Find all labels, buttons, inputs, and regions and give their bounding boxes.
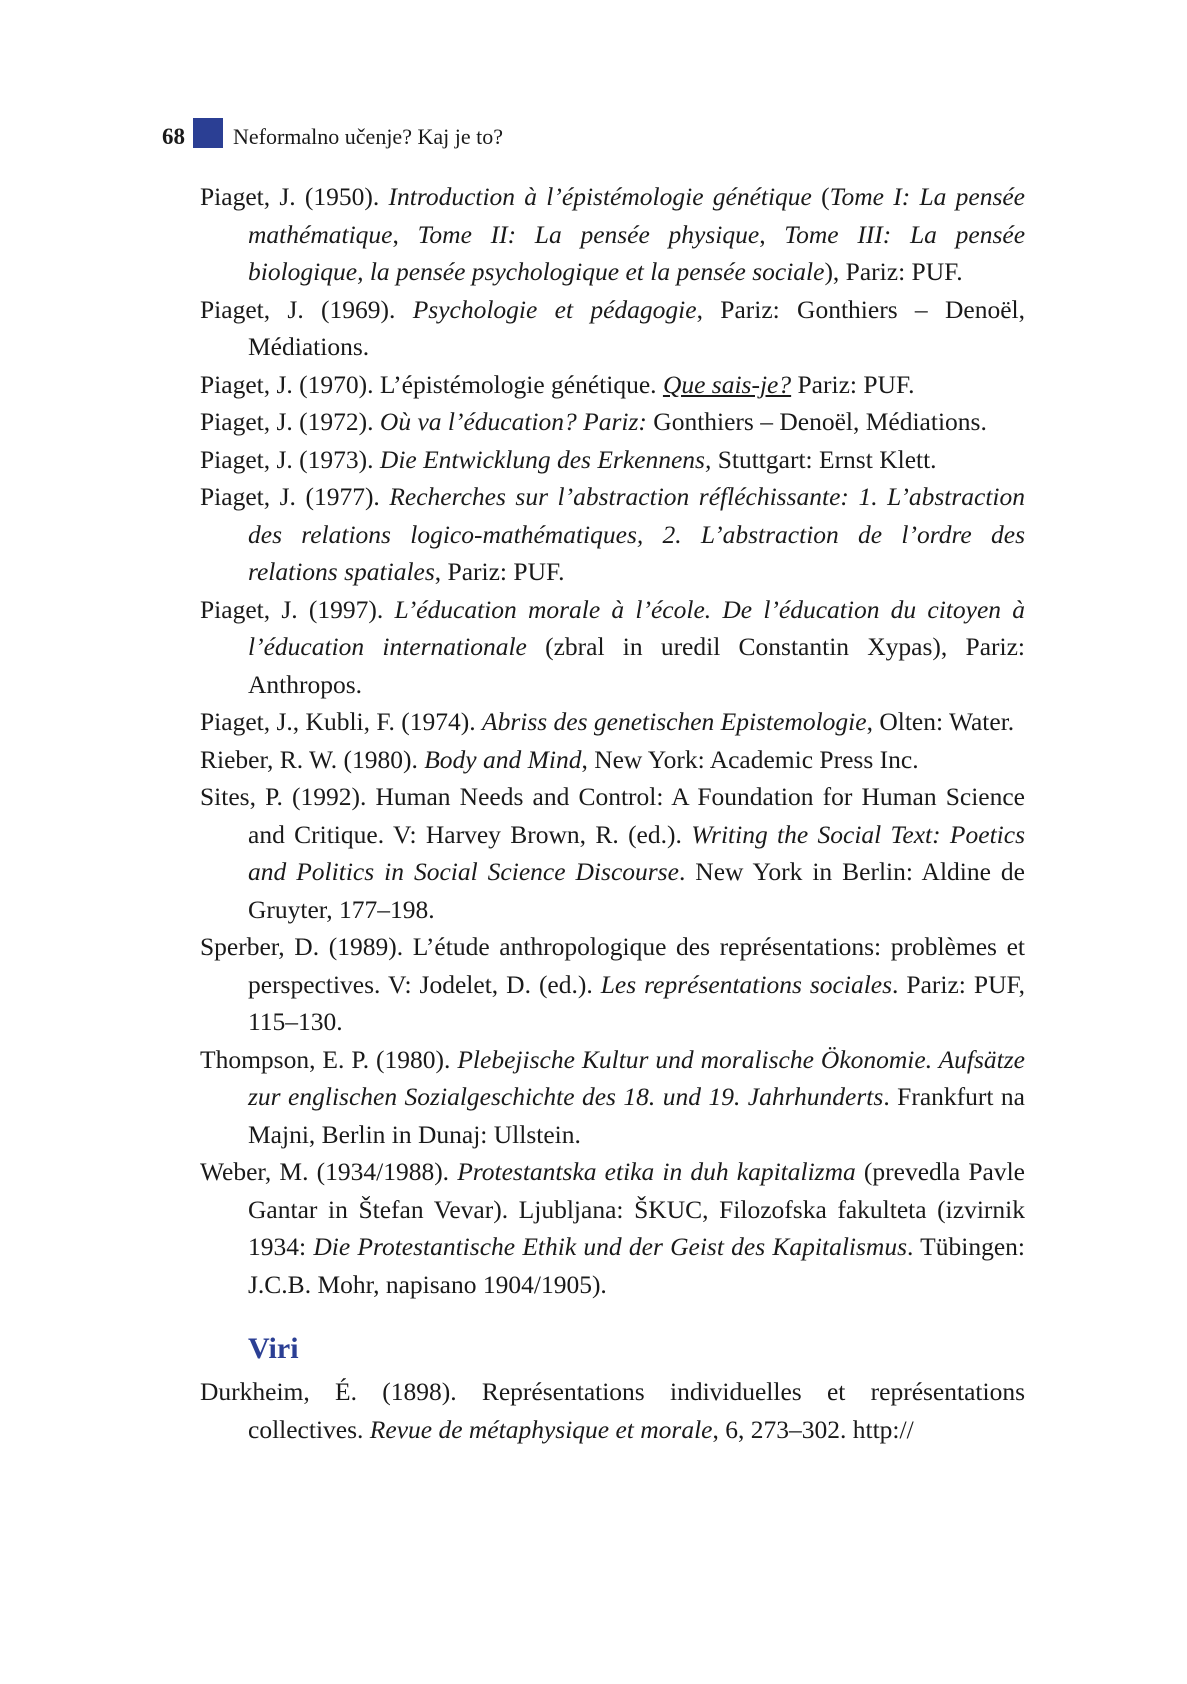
reference-text: . Frankfurt na Majni, Berlin in Dunaj: Ullstein.: [248, 1082, 1025, 1149]
reference-text: Thompson, E. P. (1980).: [200, 1044, 458, 1074]
reference-title: Revue de métaphysique et morale: [369, 1414, 713, 1444]
reference-title: Tome I: La pensée mathématique: [248, 182, 1025, 249]
reference-title: Plebejische Kultur und moralische Ökonomie. Aufsätze zur englischen Sozialgeschichte des 18. und 19. Jahrhunderts: [248, 1044, 1026, 1111]
reference-text: . New York in Berlin: Aldine de Gruyter, 177–198.: [248, 857, 1026, 924]
reference-entry: [200, 778, 1025, 928]
reference-entry: [200, 591, 1025, 704]
reference-text: Piaget, J. (1950).: [200, 182, 389, 211]
reference-text: ,: [392, 219, 418, 249]
reference-text: Sperber, D. (1989). L’étude anthropologique des représentations: problèmes et perspectives. V: Jodelet, D. (ed.).: [200, 932, 1025, 999]
reference-text: , Olten: Water.: [866, 707, 1015, 736]
reference-title: Psychologie et pédagogie: [412, 294, 697, 324]
reference-text: Stuttgart: Ernst Klett.: [711, 444, 937, 474]
reference-text: , New York: Academic Press Inc.: [581, 744, 919, 774]
reference-title: Tome III: La pensée biologique, la pensée psychologique et la pensée sociale: [248, 219, 1026, 286]
reference-text: , Pariz: PUF.: [434, 557, 565, 586]
reference-entry: [200, 441, 1025, 479]
reference-text: Piaget, J. (1970). L’épistémologie génétique.: [200, 369, 663, 399]
sources-list: [200, 1373, 1025, 1448]
blue-square-marker: [193, 118, 223, 148]
reference-text: Piaget, J. (1973).: [200, 444, 380, 474]
page-content: [200, 178, 1025, 1448]
reference-title: Recherches sur l’abstraction réfléchissante: 1. L’abstraction des relations logico-mathématiques, 2. L’abstraction de l’ordre des relations spatiales: [248, 482, 1025, 586]
reference-title: Writing the Social Text: Poetics and Politics in Social Science Discourse: [248, 819, 1025, 886]
reference-text: . Tübingen: J.C.B. Mohr, napisano 1904/1905).: [248, 1232, 1025, 1299]
reference-text: (zbral in uredil Constantin Xypas), Pariz: Anthropos.: [248, 632, 1025, 699]
reference-list: [200, 178, 1025, 1303]
reference-text: , Pariz: Gonthiers – Denoël, Médiations.: [248, 294, 1025, 361]
reference-text: Piaget, J. (1977).: [200, 482, 390, 511]
reference-title: Body and Mind: [424, 744, 582, 774]
reference-entry: [200, 291, 1025, 366]
reference-text: Weber, M. (1934/1988).: [200, 1157, 458, 1186]
reference-text: Piaget, J., Kubli, F. (1974).: [200, 707, 482, 736]
reference-title: Introduction à l’épistémologie génétique: [388, 182, 812, 211]
reference-title: Les représentations sociales: [600, 969, 893, 999]
page-header: [162, 122, 503, 152]
reference-text: ), Pariz: PUF.: [824, 257, 963, 286]
reference-text: Rieber, R. W. (1980).: [200, 744, 425, 774]
reference-title: Abriss des genetischen Epistemologie: [482, 707, 867, 736]
reference-text: Piaget, J. (1969).: [200, 294, 413, 324]
reference-entry: [200, 178, 1025, 291]
section-title-viri: Viri: [248, 1332, 299, 1365]
reference-entry: [200, 478, 1025, 591]
reference-entry: [200, 366, 1025, 404]
reference-title: Où va l’éducation? Pariz:: [379, 407, 647, 436]
reference-text: . Pariz: PUF, 115–130.: [248, 969, 1025, 1036]
reference-entry: [200, 741, 1025, 779]
page-number: 68: [162, 124, 185, 149]
reference-title: Que sais-je?: [662, 369, 792, 399]
reference-text: ,: [759, 219, 785, 249]
reference-title: Die Entwicklung des Erkennens,: [379, 444, 712, 474]
reference-text: Piaget, J. (1972).: [200, 407, 380, 436]
reference-text: , 6, 273–302. http://: [712, 1414, 914, 1444]
reference-entry: [200, 1041, 1025, 1154]
reference-text: Sites, P. (1992). Human Needs and Control: A Foundation for Human Science and Critique. V: Harvey Brown, R. (ed.).: [200, 782, 1025, 849]
reference-text: (: [811, 182, 830, 211]
reference-entry: [200, 928, 1025, 1041]
reference-title: L’éducation morale à l’école. De l’éducation du citoyen à l’éducation internationale: [248, 594, 1025, 661]
reference-entry: [200, 403, 1025, 441]
reference-title: Die Protestantische Ethik und der Geist des Kapitalismus: [313, 1232, 908, 1261]
reference-text: Piaget, J. (1997).: [200, 594, 395, 624]
reference-text: (prevedla Pavle Gantar in Štefan Vevar). Ljubljana: ŠKUC, Filozofska fakulteta (izvirnik 1934:: [248, 1157, 1025, 1261]
reference-text: Durkheim, É. (1898). Représentations individuelles et représentations collectives.: [200, 1377, 1025, 1444]
reference-text: Pariz: PUF.: [791, 369, 915, 399]
running-title: Neformalno učenje? Kaj je to?: [233, 124, 503, 149]
reference-entry: [200, 1153, 1025, 1303]
reference-title: Protestantska etika in duh kapitalizma: [457, 1157, 856, 1186]
reference-text: Gonthiers – Denoël, Médiations.: [646, 407, 987, 436]
reference-title: Tome II: La pensée physique: [417, 219, 760, 249]
reference-entry: [200, 1373, 1025, 1448]
reference-entry: [200, 703, 1025, 741]
